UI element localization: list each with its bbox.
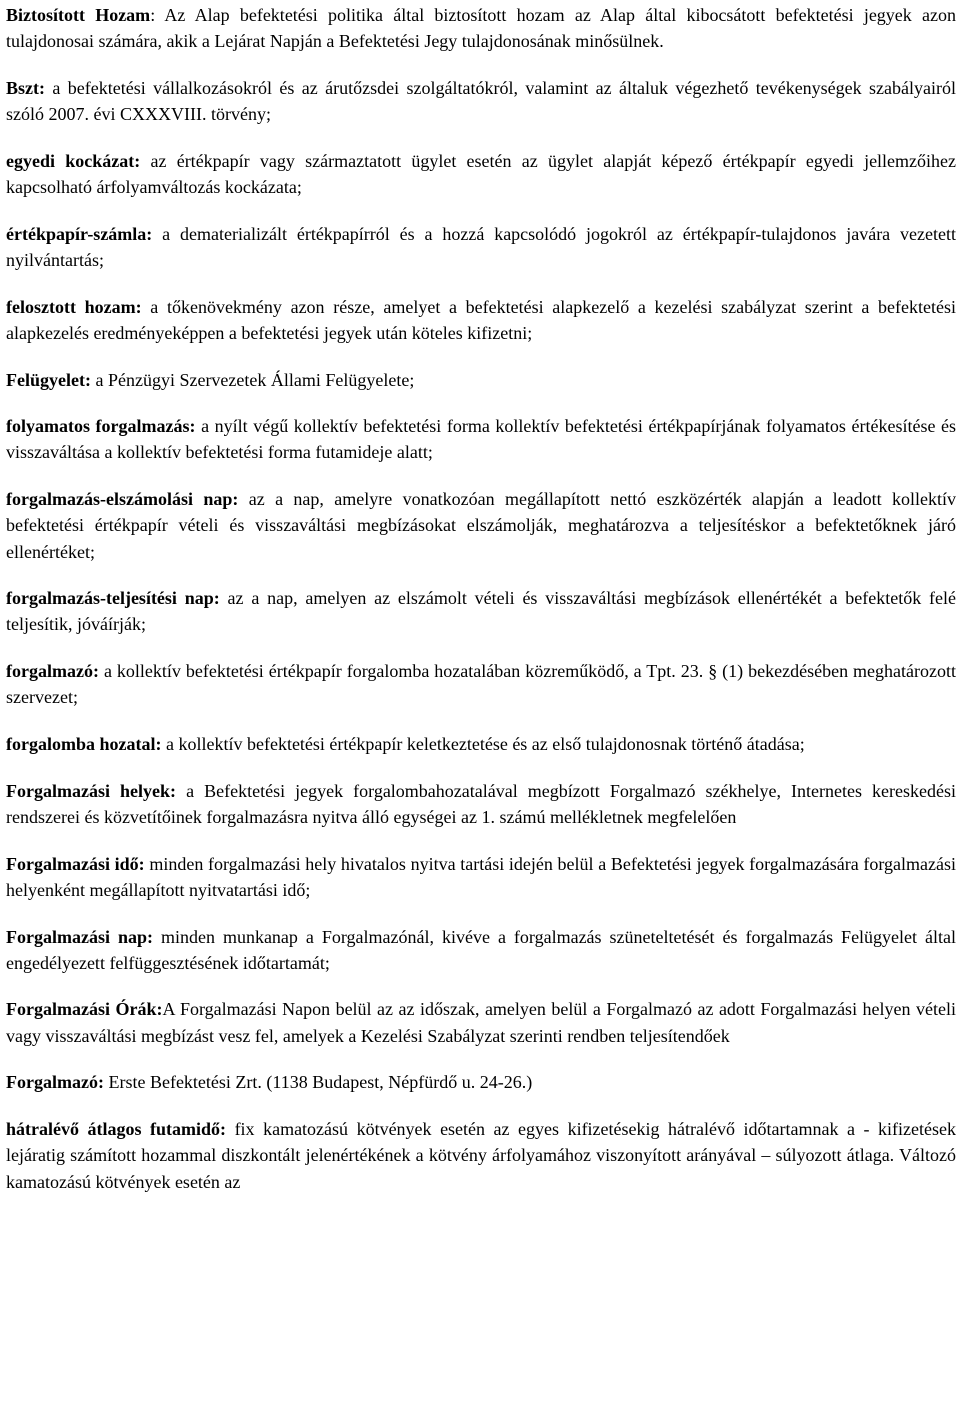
definition-entry [6,2,956,54]
definition-term: forgalmazás-elszámolási nap: [6,489,239,510]
definition-text: minden forgalmazási hely hivatalos nyitva tartási idején belül a Befektetési jegyek forgalmazására forgalmazási helyenként megállapított nyitvatartási idő; [6,853,957,900]
definition-text: a kollektív befektetési értékpapír keletkeztetése és az első tulajdonosnak történő átadása; [165,734,805,755]
definition-term: forgalomba hozatal: [6,734,162,755]
definition-text: Erste Befektetési Zrt. (1138 Budapest, Népfürdő u. 24-26.) [108,1072,533,1093]
definition-entry [6,75,956,127]
definition-entry [6,486,956,565]
definition-term: Forgalmazási nap: [6,926,153,947]
definition-text: fix kamatozású kötvények esetén az egyes kifizetésekig hátralévő időtartamnak a - kifizetések lejáratig számított hozammal diszkontált jelenértékének a kötvény árfolyamához viszonyított arányával – súlyozott átlaga. Változó kamatozású kötvények esetén az [6,1119,957,1192]
definition-entry [6,1069,956,1095]
definition-term: Forgalmazási Órák: [6,999,163,1020]
definition-term: forgalmazó: [6,661,99,682]
definition-term: forgalmazás-teljesítési nap: [6,588,220,609]
definition-term: Felügyelet: [6,369,91,390]
definition-text: A Forgalmazási Napon belül az az időszak, amelyen belül a Forgalmazó az adott Forgalmazási helyen vételi vagy visszaváltási megbízást vesz fel, amelyek a Kezelési Szabályzat szerinti rendben teljesítendőek [6,999,956,1046]
definition-entry [6,221,956,273]
definition-entry [6,294,956,346]
definition-term: felosztott hozam: [6,296,142,317]
definition-entry [6,1116,956,1195]
definition-text: a Pénzügyi Szervezetek Állami Felügyelete; [95,369,415,390]
definition-text: a dematerializált értékpapírról és a hozzá kapcsolódó jogokról az értékpapír-tulajdonos javára vezetett nyilvántartás; [6,223,956,270]
definition-term: egyedi kockázat: [6,150,141,171]
term-separator: : [150,5,165,25]
term-separator [153,927,161,947]
definition-entry [6,731,956,757]
definition-entry [6,367,956,393]
definition-term: hátralévő átlagos futamidő: [6,1119,227,1140]
definition-entry [6,148,956,200]
term-separator [238,489,248,509]
definition-text: a nyílt végű kollektív befektetési forma kollektív befektetési értékpapírjának folyamatos értékesítése és visszaváltása a kollektív befektetési forma futamideje alatt; [6,416,956,463]
definition-term: Bszt: [6,77,45,98]
definition-entry [6,658,956,710]
definition-entry [6,778,956,830]
term-separator [140,151,150,171]
definition-text: a tőkenövekmény azon része, amelyet a befektetési alapkezelő a kezelési szabályzat szerint a befektetési alapkezelés eredményeképpen a befektetési jegyek után köteles kifizetni; [6,296,957,343]
term-separator [176,781,186,801]
term-separator [142,297,151,317]
definition-text: az értékpapír vagy származtatott ügylet esetén az ügylet alapját képező értékpapír egyedi jellemzőihez kapcsolható árfolyamváltozás kockázata; [6,150,957,198]
definition-term: folyamatos forgalmazás: [6,416,196,437]
definition-entry [6,585,956,637]
term-separator [152,224,162,244]
definition-entry [6,851,956,903]
definition-text: az a nap, amelyen az elszámolt vételi és visszaváltási megbízások ellenértékét a befektetők felé teljesítik, jóváírják; [6,588,957,635]
definition-text: minden munkanap a Forgalmazónál, kivéve a forgalmazás szüneteltetését és forgalmazás Felügyelet által engedélyezett felfüggesztésének időtartamát; [6,926,956,973]
definition-entry [6,413,956,465]
term-separator [220,588,228,608]
definition-term: Forgalmazási helyek: [6,780,177,801]
definition-text: a kollektív befektetési értékpapír forgalomba hozatalában közreműködő, a Tpt. 23. § (1) bekezdésében meghatározott szervezet; [6,661,956,708]
definition-text: Az Alap befektetési politika által biztosított hozam az Alap által kibocsátott befektetési jegyek azon tulajdonosai számára, akik a Lejárat Napján a Befektetési Jegy tulajdonosának minősülnek. [6,5,956,52]
definition-term: Forgalmazó: [6,1072,104,1093]
definition-term: értékpapír-számla: [6,223,153,244]
definition-text: a Befektetési jegyek forgalombahozatalával megbízott Forgalmazó székhelye, Internetes kereskedési rendszerei és közvetítőinek forgalmazásra nyitva álló egységei az 1. számú mellékletnek megfelelően [6,780,956,827]
definition-term: Biztosított Hozam [6,5,151,25]
definition-entry [6,924,956,976]
definition-text: a befektetési vállalkozásokról és az árutőzsdei szolgáltatókról, valamint az általuk végezhető tevékenységek szabályairól szóló 2007. évi CXXXVIII. törvény; [6,77,956,125]
definition-entry [6,996,956,1048]
term-separator [226,1119,235,1139]
document-page [6,2,956,1195]
definition-term: Forgalmazási idő: [6,853,145,874]
definition-text: az a nap, amelyre vonatkozóan megállapított nettó eszközérték alapján a leadott kollektív befektetési értékpapír vételi és visszaváltási megbízásokat elszámolják, meghatározva a teljesítéskor a befektetőknek járó ellenértéket; [6,489,956,562]
